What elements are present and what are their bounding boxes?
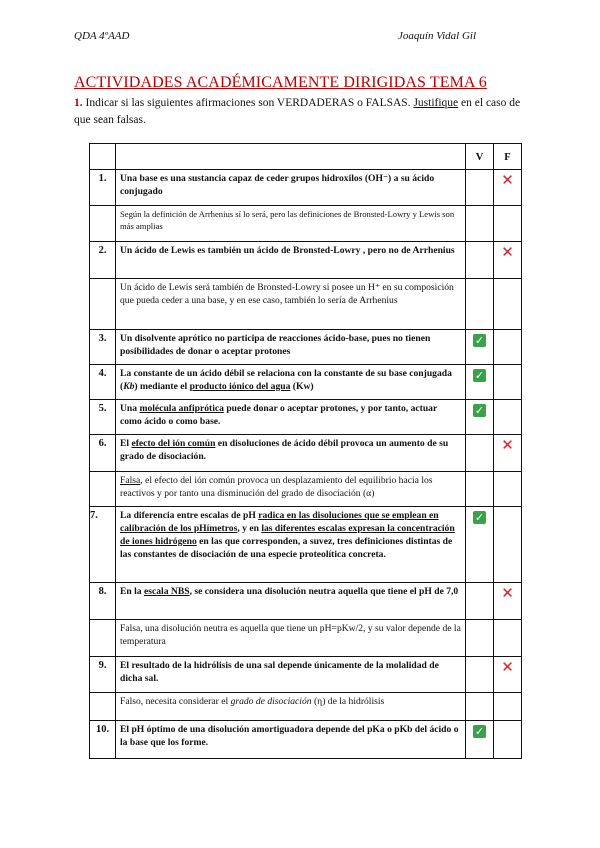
table-row (90, 330, 522, 365)
intro-text-b: en el caso de que sean falsas. (74, 97, 521, 126)
f-cell (494, 330, 522, 365)
header-v: V (466, 144, 494, 170)
question-text: El pH óptimo de una disolución amortiguadora depende del pKa o pKb del ácido o la base que los forme. (116, 721, 466, 759)
f-cell (494, 693, 522, 721)
f-cell (494, 242, 522, 279)
question-number: 1. (90, 170, 116, 206)
intro-text-a: Indicar si las siguientes afirmaciones son VERDADERAS o FALSAS. (82, 97, 414, 109)
question-note: Según la definición de Arrhenius sí lo será, pero las definiciones de Bronsted-Lowry y Lewis son más amplias (116, 206, 466, 242)
q6-note: , el efecto del ión común provoca un desplazamiento del equilibrio hacia los reactivos y por tanto una disminución del grado de disociación (α) (120, 475, 433, 499)
q7-text-c: en las que corresponden, a suvez, tres definiciones distintas de las constantes de disociación de una especie proteolítica concreta. (120, 536, 453, 560)
v-cell (466, 583, 494, 620)
header-empty-text (116, 144, 466, 170)
check-icon: ✓ (474, 511, 485, 524)
v-cell (466, 620, 494, 657)
intro-number: 1. (74, 97, 83, 109)
f-cell (494, 507, 522, 583)
q5-text-b: puede donar o aceptar protones, y por tanto, actuar como ácido o como base. (120, 403, 438, 427)
question-note: Falsa, una disolución neutra es aquella que tiene un pH=pKw/2, y su valor depende de la temperatura (116, 620, 466, 657)
q4-kb: Kb (123, 381, 135, 392)
table-row (90, 400, 522, 435)
v-cell (466, 472, 494, 507)
q5-text-a: Una (120, 403, 140, 414)
q6-text-a: El (120, 438, 132, 449)
v-cell (466, 242, 494, 279)
empty-cell (90, 620, 116, 657)
q8-link: escala NBS (144, 586, 190, 597)
header-empty-num (90, 144, 116, 170)
question-text (116, 507, 466, 583)
f-cell (494, 472, 522, 507)
empty-cell (90, 206, 116, 242)
f-cell (494, 206, 522, 242)
f-cell (494, 435, 522, 472)
table-row (90, 657, 522, 693)
f-cell (494, 620, 522, 657)
table-row (90, 721, 522, 759)
table-row (90, 242, 522, 279)
question-text: Un ácido de Lewis es también un ácido de Bronsted-Lowry , pero no de Arrhenius (116, 242, 466, 279)
q8-text-b: , se considera una disolución neutra aquella que tiene el pH de 7,0 (189, 586, 459, 597)
v-cell (466, 435, 494, 472)
q9-note-italic: grado de disociación (230, 696, 312, 707)
v-cell (466, 206, 494, 242)
v-cell (466, 330, 494, 365)
v-cell (466, 507, 494, 583)
question-number: 7. (90, 507, 116, 583)
table-row (90, 472, 522, 507)
v-cell (466, 279, 494, 330)
empty-cell (90, 472, 116, 507)
empty-cell (90, 279, 116, 330)
cross-icon: ✕ (501, 584, 514, 602)
intro-paragraph (74, 95, 524, 129)
question-text (116, 435, 466, 472)
header-f: F (494, 144, 522, 170)
cross-icon: ✕ (501, 243, 514, 261)
check-icon: ✓ (474, 334, 485, 347)
f-cell (494, 279, 522, 330)
question-number: 4. (90, 365, 116, 400)
question-number: 9. (90, 657, 116, 693)
header-right: Joaquín Vidal Gil (398, 30, 477, 42)
questions-table (89, 143, 522, 759)
table-row (90, 365, 522, 400)
table-row (90, 435, 522, 472)
table-row (90, 583, 522, 620)
check-icon: ✓ (474, 725, 485, 738)
q7-text-a: La diferencia entre escalas de pH (120, 510, 259, 521)
q7-text-b: , y en (237, 523, 262, 534)
v-cell (466, 400, 494, 435)
f-cell (494, 583, 522, 620)
intro-justify: Justifique (413, 97, 459, 109)
question-text (116, 400, 466, 435)
cross-icon: ✕ (501, 171, 514, 189)
q6-link: efecto del ión común (131, 438, 216, 449)
q9-note-a: Falso, necesita considerar el (120, 696, 231, 707)
check-icon: ✓ (474, 404, 485, 417)
question-text: Una base es una sustancia capaz de ceder grupos hidroxilos (OH⁻) a su ácido conjugado (116, 170, 466, 206)
q4-link: producto iónico del agua (189, 381, 291, 392)
v-cell (466, 693, 494, 721)
cross-icon: ✕ (501, 436, 514, 454)
question-text (116, 365, 466, 400)
question-note (116, 472, 466, 507)
table-row (90, 693, 522, 721)
table-row (90, 507, 522, 583)
question-number: 8. (90, 583, 116, 620)
question-number: 6. (90, 435, 116, 472)
v-cell (466, 657, 494, 693)
question-text: El resultado de la hidrólisis de una sal depende únicamente de la molalidad de dicha sal. (116, 657, 466, 693)
q4-text-a: La constante de un ácido débil se relaciona con la constante de su base conjugada ( (120, 368, 452, 392)
question-note: Un ácido de Lewis será también de Bronsted-Lowry si posee un H⁺ en su composición que pueda ceder a una base, y en ese caso, también lo sería de Arrhenius (116, 279, 466, 330)
table-row (90, 170, 522, 206)
question-text: Un disolvente aprótico no participa de reacciones ácido-base, pues no tienen posibilidades de donar o aceptar protones (116, 330, 466, 365)
v-cell (466, 721, 494, 759)
question-note (116, 693, 466, 721)
q4-text-c: (Kw) (290, 381, 314, 392)
f-cell (494, 657, 522, 693)
empty-cell (90, 693, 116, 721)
header-left: QDA 4ºAAD (74, 30, 130, 42)
q6-note-link: Falsa (120, 475, 141, 486)
q7-link2: las diferentes escalas expresan la concentración de iones hidrógeno (120, 523, 455, 547)
table-header-row (90, 144, 522, 170)
f-cell (494, 365, 522, 400)
question-number: 5. (90, 400, 116, 435)
table-row (90, 206, 522, 242)
f-cell (494, 400, 522, 435)
question-number: 2. (90, 242, 116, 279)
cross-icon: ✕ (501, 658, 514, 676)
question-number: 3. (90, 330, 116, 365)
q7-link1: radica en las disoluciones que se emplean en calibración de los pHímetros (120, 510, 439, 534)
f-cell (494, 721, 522, 759)
q8-text-a: En la (120, 586, 144, 597)
v-cell (466, 365, 494, 400)
question-text (116, 583, 466, 620)
check-icon: ✓ (474, 369, 485, 382)
v-cell (466, 170, 494, 206)
table-row (90, 279, 522, 330)
f-cell (494, 170, 522, 206)
q4-text-b: ) mediante el (134, 381, 190, 392)
table-row (90, 620, 522, 657)
q5-link: molécula anfiprótica (139, 403, 224, 414)
question-number: 10. (90, 721, 116, 759)
q6-text-b: en disoluciones de ácido débil provoca un aumento de su grado de disociación. (120, 438, 449, 462)
q9-note-b: (η) de la hidrólisis (311, 696, 385, 707)
page-title: ACTIVIDADES ACADÉMICAMENTE DIRIGIDAS TEMA 6 (74, 74, 487, 91)
